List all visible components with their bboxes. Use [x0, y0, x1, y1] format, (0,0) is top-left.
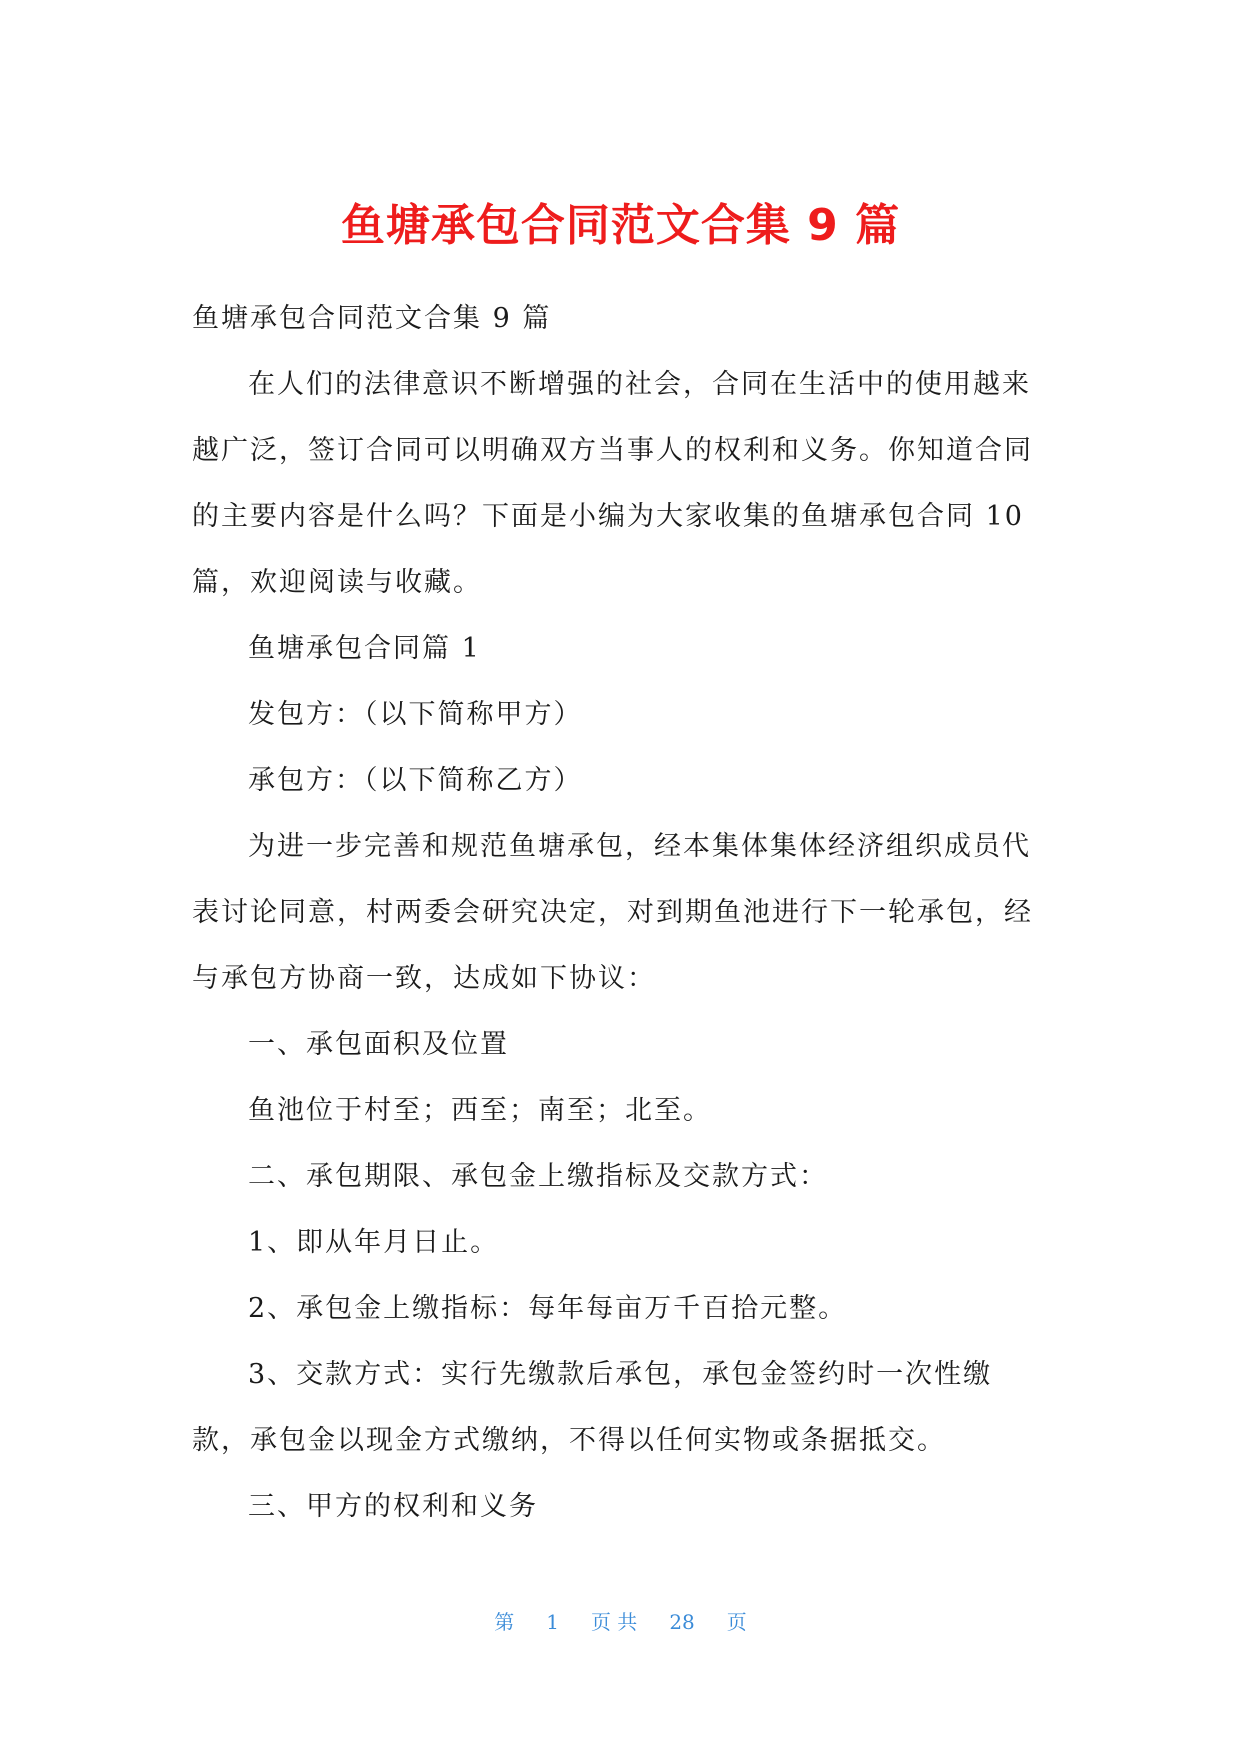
- paragraph: 2、承包金上缴指标：每年每亩万千百拾元整。: [248, 1293, 848, 1324]
- paragraph: 在人们的法律意识不断增强的社会，合同在生活中的使用越来越广泛，签订合同可以明确双方当事人的权利和义务。你知道合同的主要内容是什么吗？下面是小编为大家收集的鱼塘承包合同 10 篇，欢迎阅读与收藏。: [192, 369, 1033, 598]
- page-footer: [0, 1608, 1241, 1636]
- paragraph: 发包方：（以下简称甲方）: [248, 699, 583, 730]
- section-heading: 三、甲方的权利和义务: [248, 1491, 538, 1522]
- section-heading: 二、承包期限、承包金上缴指标及交款方式：: [248, 1161, 828, 1192]
- section-heading: 一、承包面积及位置: [248, 1029, 509, 1060]
- paragraph: 鱼池位于村至；西至；南至；北至。: [248, 1095, 712, 1126]
- document-title: 鱼塘承包合同范文合集 9 篇: [340, 200, 901, 251]
- page-label-mid: 页 共: [590, 1610, 638, 1634]
- paragraph: 承包方：（以下简称乙方）: [248, 765, 583, 796]
- paragraph: 鱼塘承包合同范文合集 9 篇: [192, 303, 552, 334]
- current-page-number: 1: [546, 1610, 559, 1634]
- page-label-prefix: 第: [494, 1610, 515, 1634]
- document-body: [192, 286, 1050, 1540]
- paragraph: 3、交款方式：实行先缴款后承包，承包金签约时一次性缴款，承包金以现金方式缴纳，不得以任何实物或条据抵交。: [192, 1359, 993, 1456]
- paragraph: 为进一步完善和规范鱼塘承包，经本集体集体经济组织成员代表讨论同意，村两委会研究决定，对到期鱼池进行下一轮承包，经与承包方协商一致，达成如下协议：: [192, 831, 1033, 994]
- section-heading: 鱼塘承包合同篇 1: [248, 633, 481, 664]
- page-label-suffix: 页: [726, 1610, 747, 1634]
- paragraph: 1、即从年月日止。: [248, 1227, 500, 1258]
- total-pages-number: 28: [669, 1610, 695, 1634]
